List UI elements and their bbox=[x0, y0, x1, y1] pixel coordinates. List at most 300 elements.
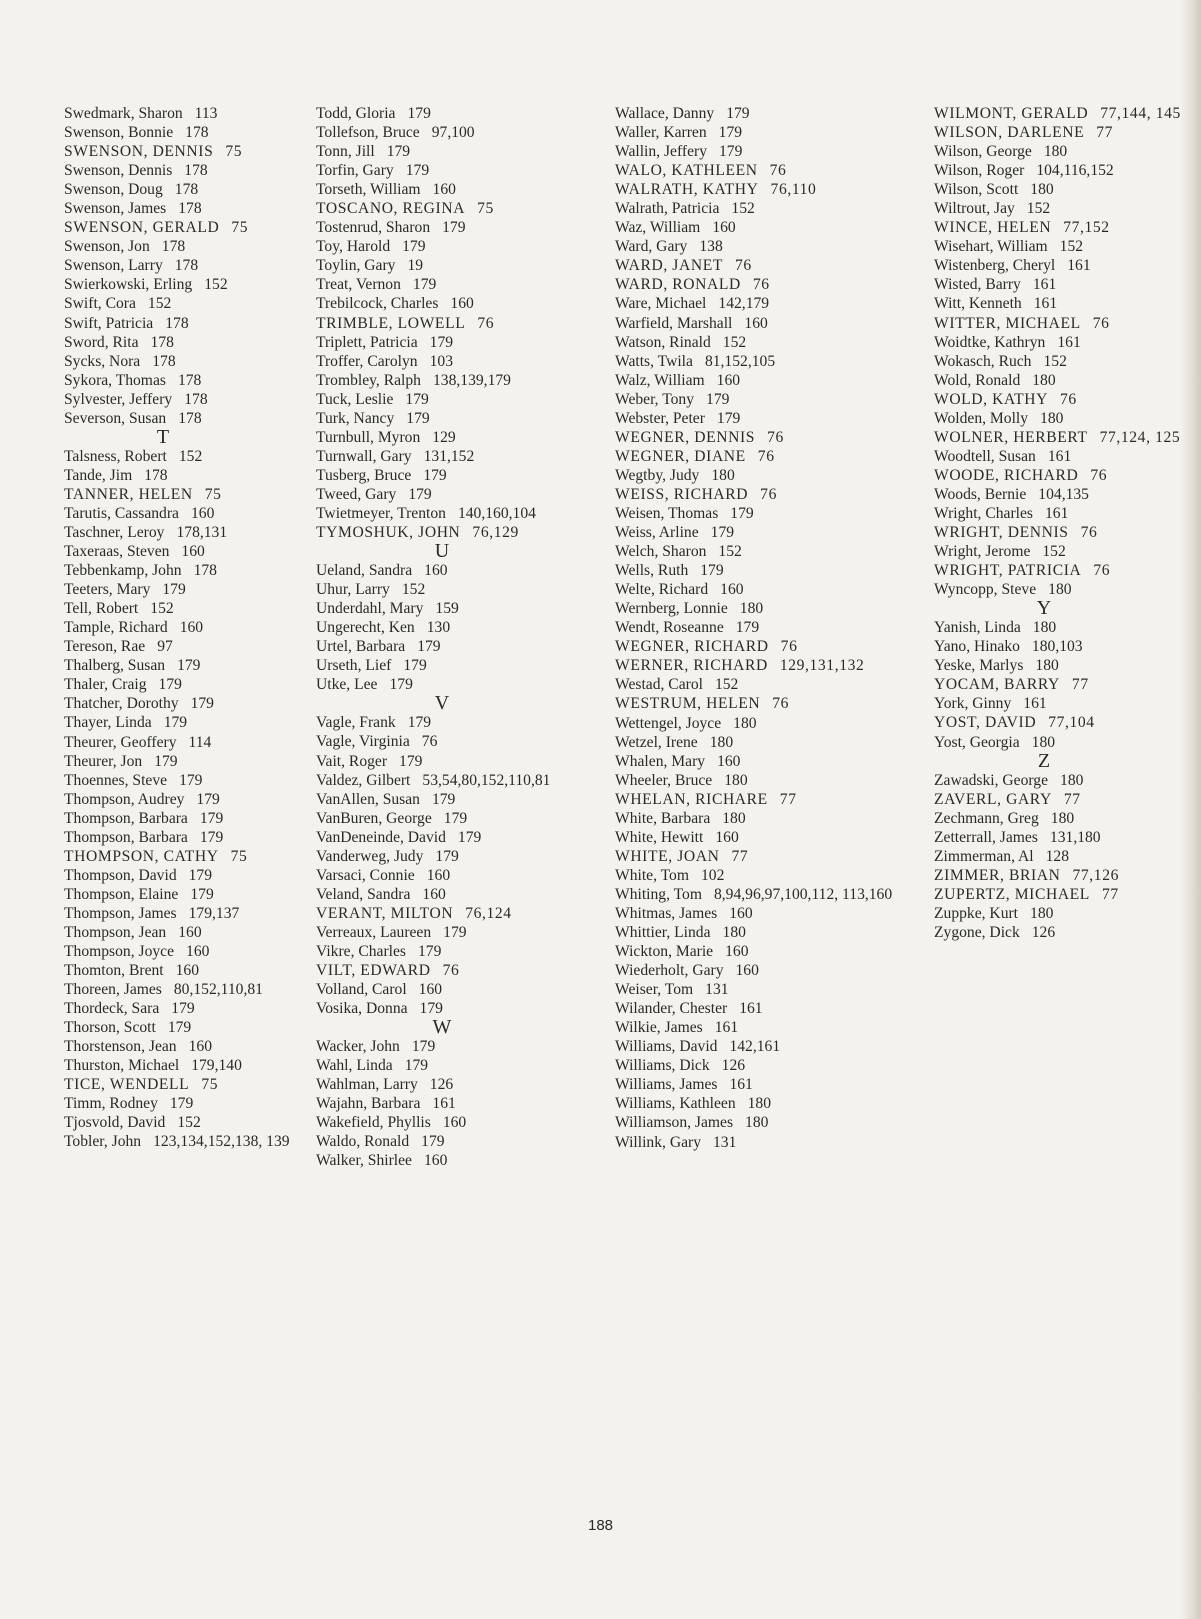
entry-name: Swenson, Larry bbox=[64, 257, 163, 275]
entry-name: Sykora, Thomas bbox=[64, 371, 166, 389]
entry-name: WARD, RONALD bbox=[615, 276, 741, 294]
entry-pages: 129 bbox=[432, 428, 456, 446]
entry-pages: 76 bbox=[760, 485, 777, 503]
index-entry bbox=[316, 675, 608, 694]
entry-name: YOCAM, BARRY bbox=[934, 676, 1060, 694]
entry-name: Zimmerman, Al bbox=[934, 847, 1034, 865]
index-entry bbox=[934, 466, 1194, 485]
entry-pages: 179 bbox=[169, 1095, 194, 1113]
entry-pages: 160 bbox=[735, 962, 759, 980]
entry-pages: 152 bbox=[1059, 238, 1084, 256]
entry-pages: 180 bbox=[1030, 904, 1054, 922]
index-entry bbox=[615, 542, 917, 561]
entry-name: Whiting, Tom bbox=[615, 885, 702, 903]
entry-name: Tebbenkamp, John bbox=[64, 562, 182, 580]
entry-name: Thalberg, Susan bbox=[64, 657, 166, 675]
entry-pages: 180 bbox=[1040, 409, 1064, 427]
entry-name: Zechmann, Greg bbox=[934, 809, 1039, 827]
entry-pages: 123,134,152,138, 139 bbox=[153, 1133, 290, 1151]
entry-name: Turnwall, Gary bbox=[316, 447, 412, 465]
index-entry bbox=[316, 923, 608, 942]
entry-name: Witt, Kenneth bbox=[934, 295, 1022, 313]
index-entry bbox=[934, 561, 1194, 580]
index-entry bbox=[615, 714, 917, 733]
index-entry bbox=[934, 180, 1194, 199]
entry-name: Whalen, Mary bbox=[615, 752, 706, 770]
entry-name: TICE, WENDELL bbox=[64, 1076, 190, 1094]
entry-pages: 160 bbox=[418, 981, 443, 999]
entry-pages: 114 bbox=[188, 733, 212, 751]
entry-pages: 75 bbox=[201, 1076, 219, 1094]
entry-pages: 77 bbox=[1096, 124, 1113, 142]
index-entry bbox=[316, 1094, 608, 1113]
entry-name: Waldo, Ronald bbox=[316, 1133, 410, 1151]
entry-name: Walker, Shirlee bbox=[316, 1152, 412, 1170]
index-entry bbox=[615, 466, 917, 485]
entry-pages: 179 bbox=[389, 676, 413, 694]
entry-pages: 160 bbox=[432, 181, 456, 199]
index-entry bbox=[615, 142, 917, 161]
index-entry bbox=[615, 961, 917, 980]
entry-name: Weiss, Arline bbox=[615, 524, 699, 542]
entry-name: SWENSON, DENNIS bbox=[64, 143, 214, 161]
entry-name: Trebilcock, Charles bbox=[316, 295, 439, 313]
entry-pages: 75 bbox=[225, 143, 243, 161]
entry-name: Williams, Dick bbox=[615, 1057, 710, 1075]
entry-pages: 160 bbox=[181, 543, 205, 561]
entry-pages: 179,137 bbox=[188, 904, 240, 922]
index-entry bbox=[64, 466, 302, 485]
index-entry bbox=[316, 485, 608, 504]
section-letter: Z bbox=[1037, 749, 1051, 772]
entry-name: Wahl, Linda bbox=[316, 1057, 393, 1075]
entry-name: Tobler, John bbox=[64, 1133, 142, 1151]
index-entry bbox=[615, 752, 917, 771]
entry-pages: 179 bbox=[404, 1057, 429, 1075]
entry-name: Swenson, James bbox=[64, 200, 167, 218]
entry-name: Yanish, Linda bbox=[934, 619, 1021, 637]
entry-name: Wetzel, Irene bbox=[615, 733, 698, 751]
entry-name: Swift, Patricia bbox=[64, 314, 154, 332]
entry-name: Waller, Karren bbox=[615, 124, 707, 142]
entry-name: Welch, Sharon bbox=[615, 543, 707, 561]
entry-pages: 178 bbox=[174, 257, 199, 275]
entry-name: WEGNER, DIANE bbox=[615, 447, 746, 465]
entry-pages: 178 bbox=[174, 181, 199, 199]
index-entry bbox=[934, 275, 1194, 294]
entry-name: WOLD, KATHY bbox=[934, 390, 1049, 408]
entry-name: ZUPERTZ, MICHAEL bbox=[934, 885, 1090, 903]
entry-name: Wilson, George bbox=[934, 143, 1032, 161]
index-entry bbox=[615, 847, 917, 866]
index-entry bbox=[316, 732, 608, 751]
index-entry bbox=[64, 847, 302, 866]
entry-pages: 180 bbox=[747, 1095, 772, 1113]
index-entry bbox=[615, 1018, 917, 1037]
entry-name: Wilander, Chester bbox=[615, 1000, 728, 1018]
entry-pages: 76 bbox=[1080, 524, 1098, 542]
index-entry bbox=[316, 999, 608, 1018]
entry-name: Wilkie, James bbox=[615, 1019, 703, 1037]
entry-name: TOSCANO, REGINA bbox=[316, 200, 466, 218]
index-entry bbox=[615, 923, 917, 942]
entry-name: Yeske, Marlys bbox=[934, 657, 1024, 675]
entry-name: Wallace, Danny bbox=[615, 105, 715, 122]
index-entry bbox=[64, 656, 302, 675]
entry-pages: 140,160,104 bbox=[457, 504, 536, 522]
entry-pages: 160 bbox=[188, 1038, 212, 1056]
entry-pages: 160 bbox=[422, 885, 446, 903]
entry-name: Wiederholt, Gary bbox=[615, 962, 724, 980]
entry-name: Watson, Rinald bbox=[615, 333, 711, 351]
index-entry bbox=[316, 942, 608, 961]
entry-pages: 179 bbox=[199, 809, 224, 827]
entry-pages: 160 bbox=[186, 943, 210, 961]
index-entry bbox=[64, 942, 302, 961]
entry-pages: 180 bbox=[724, 771, 748, 789]
entry-pages: 75 bbox=[204, 485, 222, 503]
entry-name: Yano, Hinako bbox=[934, 638, 1020, 656]
entry-name: Weisen, Thomas bbox=[615, 504, 719, 522]
index-entry bbox=[64, 999, 302, 1018]
entry-name: VanAllen, Susan bbox=[316, 790, 420, 808]
index-entry bbox=[316, 828, 608, 847]
entry-pages: 178 bbox=[178, 200, 202, 218]
entry-name: Williams, James bbox=[615, 1076, 718, 1094]
entry-pages: 76 bbox=[769, 162, 787, 180]
index-entry bbox=[615, 104, 917, 123]
index-entry bbox=[64, 333, 302, 352]
index-entry bbox=[64, 1094, 302, 1113]
entry-name: Zetterrall, James bbox=[934, 828, 1038, 846]
entry-name: Ungerecht, Ken bbox=[316, 619, 415, 637]
entry-name: WRIGHT, PATRICIA bbox=[934, 562, 1082, 580]
index-entry bbox=[615, 180, 917, 199]
index-entry bbox=[615, 390, 917, 409]
index-entry bbox=[615, 771, 917, 790]
entry-name: Thoreen, James bbox=[64, 981, 162, 999]
entry-pages: 178 bbox=[165, 314, 189, 332]
index-entry bbox=[615, 828, 917, 847]
entry-pages: 76 bbox=[767, 428, 784, 446]
index-entry bbox=[615, 656, 917, 675]
entry-pages: 77,152 bbox=[1063, 219, 1110, 237]
entry-pages: 102 bbox=[700, 866, 725, 884]
entry-pages: 179 bbox=[421, 1133, 445, 1151]
entry-pages: 152 bbox=[714, 676, 739, 694]
entry-name: Wilson, Roger bbox=[934, 162, 1025, 180]
entry-pages: 160 bbox=[716, 371, 741, 389]
entry-name: Troffer, Carolyn bbox=[316, 352, 418, 370]
index-entry bbox=[316, 790, 608, 809]
section-letter: U bbox=[434, 540, 450, 563]
entry-name: Sylvester, Jeffery bbox=[64, 390, 173, 408]
entry-name: Tereson, Rae bbox=[64, 638, 146, 656]
index-entry bbox=[316, 904, 608, 923]
entry-name: Thoennes, Steve bbox=[64, 771, 168, 789]
entry-pages: 152 bbox=[150, 600, 174, 618]
index-entry bbox=[316, 352, 608, 371]
entry-pages: 179 bbox=[429, 333, 454, 351]
entry-name: Turk, Nancy bbox=[316, 409, 395, 427]
entry-name: VERANT, MILTON bbox=[316, 904, 454, 922]
entry-pages: 97,100 bbox=[431, 124, 475, 142]
index-entry bbox=[64, 752, 302, 771]
entry-pages: 160 bbox=[725, 943, 749, 961]
entry-name: WOODE, RICHARD bbox=[934, 466, 1079, 484]
index-entry bbox=[934, 904, 1194, 923]
entry-pages: 152 bbox=[722, 333, 747, 351]
index-entry bbox=[64, 885, 302, 904]
entry-pages: 130 bbox=[426, 619, 451, 637]
entry-pages: 178 bbox=[150, 333, 174, 351]
entry-name: Wisted, Barry bbox=[934, 276, 1021, 294]
entry-pages: 131,180 bbox=[1049, 828, 1101, 846]
index-entry bbox=[64, 733, 302, 752]
entry-name: WITTER, MICHAEL bbox=[934, 314, 1081, 332]
entry-name: Valdez, Gilbert bbox=[316, 771, 411, 789]
entry-pages: 180 bbox=[739, 600, 764, 618]
index-entry bbox=[615, 314, 917, 333]
index-entry bbox=[64, 618, 302, 637]
index-entry bbox=[615, 333, 917, 352]
entry-pages: 103 bbox=[429, 352, 453, 370]
entry-pages: 179 bbox=[199, 828, 224, 846]
entry-pages: 180 bbox=[745, 1114, 769, 1132]
entry-pages: 142,179 bbox=[718, 295, 770, 313]
entry-name: Toy, Harold bbox=[316, 238, 391, 256]
section-letter: T bbox=[156, 425, 170, 448]
index-entry bbox=[316, 980, 608, 999]
index-entry bbox=[64, 637, 302, 656]
index-entry bbox=[615, 1113, 917, 1132]
index-entry bbox=[615, 428, 917, 447]
index-entry bbox=[934, 637, 1194, 656]
entry-pages: 178 bbox=[184, 390, 208, 408]
entry-name: Thordeck, Sara bbox=[64, 1000, 160, 1018]
entry-pages: 179 bbox=[411, 1038, 436, 1056]
entry-name: Zawadski, George bbox=[934, 771, 1049, 789]
index-entry bbox=[316, 218, 608, 237]
index-entry bbox=[615, 523, 917, 542]
entry-name: Zygone, Dick bbox=[934, 923, 1020, 941]
entry-name: Torseth, William bbox=[316, 181, 421, 199]
entry-name: Timm, Rodney bbox=[64, 1095, 158, 1113]
entry-name: Underdahl, Mary bbox=[316, 600, 424, 618]
index-column-4 bbox=[934, 104, 1194, 942]
entry-pages: 76 bbox=[477, 314, 495, 332]
entry-name: Ware, Michael bbox=[615, 295, 707, 313]
entry-name: WOLNER, HERBERT bbox=[934, 428, 1088, 446]
entry-name: Webster, Peter bbox=[615, 409, 705, 427]
index-entry bbox=[64, 542, 302, 561]
entry-pages: 179 bbox=[163, 714, 188, 732]
index-entry bbox=[615, 561, 917, 580]
index-entry bbox=[615, 352, 917, 371]
entry-name: Theurer, Geoffery bbox=[64, 733, 177, 751]
index-entry bbox=[316, 180, 608, 199]
entry-name: Vagle, Virginia bbox=[316, 733, 410, 751]
entry-pages: 179 bbox=[443, 923, 467, 941]
entry-pages: 77,104 bbox=[1048, 714, 1095, 732]
entry-pages: 179 bbox=[406, 409, 430, 427]
entry-name: Swenson, Bonnie bbox=[64, 124, 174, 142]
entry-pages: 161 bbox=[1057, 333, 1081, 351]
index-entry bbox=[316, 1132, 608, 1151]
index-entry bbox=[615, 447, 917, 466]
entry-pages: 80,152,110,81 bbox=[173, 981, 263, 999]
entry-pages: 161 bbox=[1044, 504, 1069, 522]
entry-name: Wettengel, Joyce bbox=[615, 714, 722, 732]
entry-pages: 178 bbox=[177, 371, 202, 389]
entry-name: Uhur, Larry bbox=[316, 581, 390, 599]
entry-pages: 76 bbox=[1090, 466, 1108, 484]
entry-pages: 77 bbox=[1101, 885, 1119, 903]
entry-name: WALRATH, KATHY bbox=[615, 181, 759, 199]
entry-pages: 178,131 bbox=[176, 523, 228, 541]
entry-pages: 180 bbox=[1060, 771, 1084, 789]
entry-name: Swift, Cora bbox=[64, 295, 136, 313]
entry-name: Thompson, Audrey bbox=[64, 790, 185, 808]
entry-name: Wallin, Jeffery bbox=[615, 143, 707, 161]
entry-name: Tuck, Leslie bbox=[316, 390, 394, 408]
entry-pages: 160 bbox=[450, 295, 474, 313]
index-entry bbox=[615, 294, 917, 313]
entry-pages: 180 bbox=[733, 714, 757, 732]
entry-pages: 160 bbox=[729, 904, 753, 922]
entry-pages: 142,161 bbox=[729, 1038, 781, 1056]
index-entry bbox=[615, 866, 917, 885]
entry-pages: 179 bbox=[399, 752, 423, 770]
entry-name: SWENSON, GERALD bbox=[64, 219, 220, 237]
entry-name: Thorson, Scott bbox=[64, 1019, 156, 1037]
index-entry bbox=[615, 161, 917, 180]
index-entry bbox=[615, 733, 917, 752]
entry-name: VanDeneinde, David bbox=[316, 828, 446, 846]
entry-name: Woidtke, Kathryn bbox=[934, 333, 1046, 351]
index-entry bbox=[934, 104, 1194, 123]
entry-pages: 178 bbox=[178, 409, 202, 427]
entry-pages: 76 bbox=[1092, 314, 1110, 332]
entry-pages: 77 bbox=[1071, 676, 1089, 694]
entry-name: WEISS, RICHARD bbox=[615, 485, 749, 503]
index-entry bbox=[316, 523, 608, 542]
entry-pages: 179 bbox=[403, 657, 427, 675]
entry-pages: 179 bbox=[196, 790, 220, 808]
index-entry bbox=[316, 466, 608, 485]
index-entry bbox=[64, 980, 302, 999]
index-entry bbox=[64, 809, 302, 828]
entry-pages: 160 bbox=[715, 828, 739, 846]
index-entry bbox=[615, 999, 917, 1018]
entry-pages: 113 bbox=[194, 105, 218, 122]
entry-name: Swierkowski, Erling bbox=[64, 276, 193, 294]
entry-name: Vait, Roger bbox=[316, 752, 388, 770]
entry-pages: 179 bbox=[407, 714, 432, 732]
index-entry bbox=[934, 713, 1194, 732]
entry-pages: 76 bbox=[752, 276, 770, 294]
entry-name: WERNER, RICHARD bbox=[615, 657, 768, 675]
entry-pages: 161 bbox=[714, 1019, 739, 1037]
entry-pages: 152 bbox=[147, 295, 172, 313]
entry-name: Zuppke, Kurt bbox=[934, 904, 1019, 922]
index-entry bbox=[934, 237, 1194, 256]
entry-name: Turnbull, Myron bbox=[316, 428, 421, 446]
entry-name: Thompson, Barbara bbox=[64, 809, 188, 827]
entry-name: Yost, Georgia bbox=[934, 733, 1020, 751]
index-entry bbox=[934, 809, 1194, 828]
index-entry bbox=[615, 1037, 917, 1056]
index-entry bbox=[64, 485, 302, 504]
entry-pages: 77 bbox=[731, 847, 749, 865]
entry-name: Tande, Jim bbox=[64, 466, 133, 484]
entry-name: Westad, Carol bbox=[615, 676, 703, 694]
index-entry bbox=[64, 294, 302, 313]
index-entry bbox=[316, 866, 608, 885]
index-entry bbox=[316, 428, 608, 447]
index-entry bbox=[64, 237, 302, 256]
entry-pages: 180 bbox=[1048, 581, 1072, 599]
index-entry bbox=[64, 504, 302, 523]
index-entry bbox=[615, 942, 917, 961]
entry-name: York, Ginny bbox=[934, 695, 1012, 713]
entry-name: Williams, Kathleen bbox=[615, 1095, 736, 1113]
entry-name: Tample, Richard bbox=[64, 619, 168, 637]
index-entry bbox=[316, 504, 608, 523]
entry-name: Welte, Richard bbox=[615, 581, 709, 599]
entry-pages: 77 bbox=[779, 790, 797, 808]
entry-name: Wokasch, Ruch bbox=[934, 352, 1032, 370]
entry-name: Swenson, Doug bbox=[64, 181, 163, 199]
entry-pages: 179 bbox=[407, 105, 431, 122]
entry-name: Warfield, Marshall bbox=[615, 314, 733, 332]
entry-name: Vanderweg, Judy bbox=[316, 847, 424, 865]
index-entry bbox=[316, 256, 608, 275]
entry-pages: 126 bbox=[721, 1057, 746, 1075]
index-entry bbox=[316, 447, 608, 466]
index-entry bbox=[316, 333, 608, 352]
entry-name: Thompson, James bbox=[64, 904, 177, 922]
entry-pages: 77,126 bbox=[1072, 866, 1119, 884]
entry-name: Thorstenson, Jean bbox=[64, 1038, 177, 1056]
entry-name: Tollefson, Bruce bbox=[316, 124, 420, 142]
entry-name: Toylin, Gary bbox=[316, 257, 396, 275]
entry-name: WHELAN, RICHARE bbox=[615, 790, 768, 808]
entry-pages: 160 bbox=[720, 581, 744, 599]
index-entry bbox=[934, 923, 1194, 942]
entry-name: Tell, Robert bbox=[64, 600, 139, 618]
entry-pages: 161 bbox=[1033, 295, 1058, 313]
index-entry bbox=[615, 790, 917, 809]
entry-pages: 160 bbox=[190, 504, 215, 522]
index-entry bbox=[615, 123, 917, 142]
entry-pages: 159 bbox=[435, 600, 459, 618]
entry-pages: 126 bbox=[429, 1076, 454, 1094]
index-entry bbox=[64, 199, 302, 218]
entry-pages: 53,54,80,152,110,81 bbox=[422, 771, 551, 789]
index-entry bbox=[316, 618, 608, 637]
index-entry bbox=[615, 637, 917, 656]
entry-pages: 161 bbox=[739, 1000, 763, 1018]
entry-name: Trombley, Ralph bbox=[316, 371, 421, 389]
entry-pages: 77 bbox=[1063, 790, 1081, 808]
entry-name: Whitmas, James bbox=[615, 904, 718, 922]
index-entry bbox=[64, 866, 302, 885]
entry-name: Wakefield, Phyllis bbox=[316, 1114, 431, 1132]
entry-pages: 180 bbox=[1032, 619, 1057, 637]
index-entry bbox=[934, 694, 1194, 713]
entry-name: Taschner, Leroy bbox=[64, 523, 165, 541]
